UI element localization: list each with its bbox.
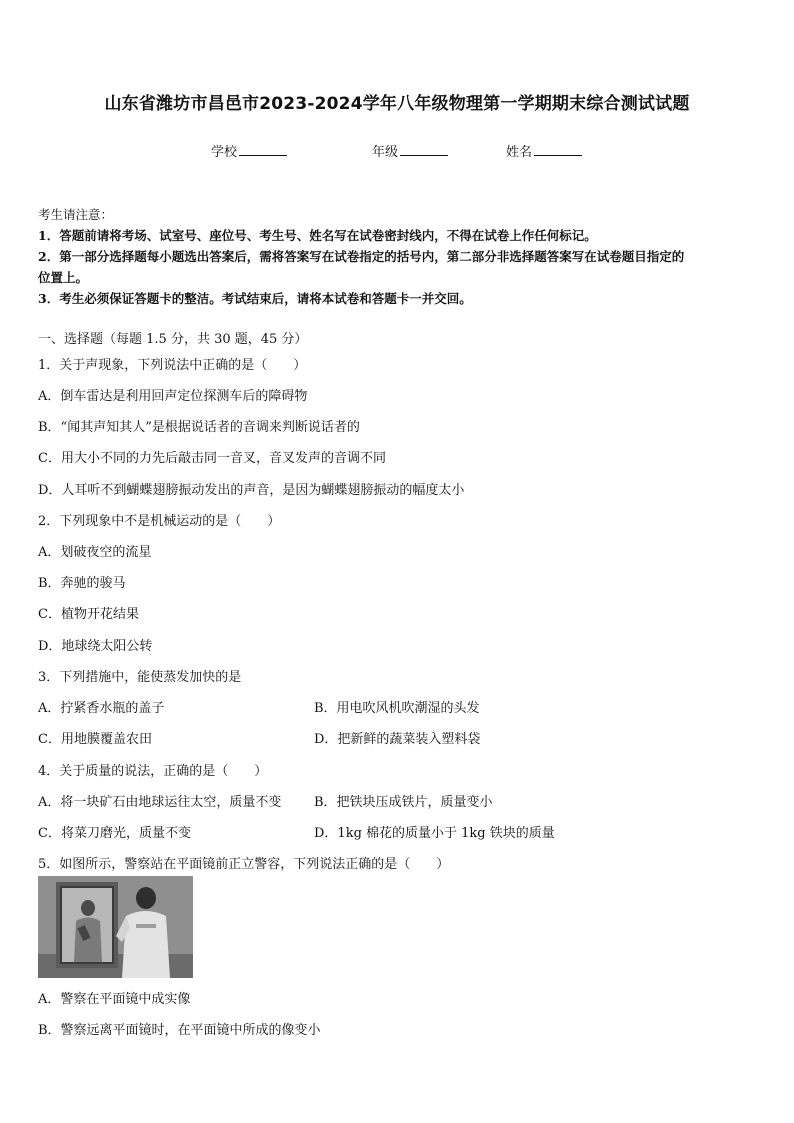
question-4-stem: 4．关于质量的说法，正确的是（ ） (38, 764, 268, 779)
q3-option-b: B．用电吹风机吹潮湿的头发 (314, 701, 480, 716)
grade-blank[interactable] (400, 143, 448, 156)
grade-field[interactable] (372, 141, 448, 160)
q2-option-d: D．地球绕太阳公转 (38, 639, 153, 654)
q3-option-d: D．把新鲜的蔬菜装入塑料袋 (314, 732, 481, 747)
name-field[interactable] (506, 141, 582, 160)
question-1-stem: 1．关于声现象，下列说法中正确的是（ ） (38, 358, 307, 373)
q1-option-a: A．倒车雷达是利用回声定位探测车后的障碍物 (38, 389, 308, 404)
q1-option-d: D．人耳听不到蝴蝶翅膀振动发出的声音，是因为蝴蝶翅膀振动的幅度太小 (38, 483, 465, 498)
q4-option-a: A．将一块矿石由地球运往太空，质量不变 (38, 795, 282, 810)
exam-title: 山东省潍坊市昌邑市2023-2024学年八年级物理第一学期期末综合测试试题 (104, 94, 690, 114)
police-mirror-illustration (38, 876, 193, 978)
q3-option-a: A．拧紧香水瓶的盖子 (38, 701, 165, 716)
notice-item-2-cont: 位置上。 (38, 270, 89, 285)
exam-notice (38, 204, 768, 309)
q4-option-c: C．将菜刀磨光，质量不变 (38, 826, 191, 841)
police-mirror-photo (38, 876, 193, 978)
name-label: 姓名 (506, 145, 533, 160)
q5-option-b: B．警察远离平面镜时，在平面镜中所成的像变小 (38, 1023, 321, 1038)
school-blank[interactable] (239, 143, 287, 156)
notice-item-1: 1．答题前请将考场、试室号、座位号、考生号、姓名写在试卷密封线内，不得在试卷上作任何标记。 (38, 228, 597, 243)
notice-item-2: 2．第一部分选择题每小题选出答案后，需将答案写在试卷指定的括号内，第二部分非选择题答案写在试卷题目指定的 (38, 249, 685, 264)
q5-option-a: A．警察在平面镜中成实像 (38, 992, 191, 1007)
q2-option-b: B．奔驰的骏马 (38, 576, 126, 591)
notice-heading: 考生请注意： (38, 207, 114, 222)
school-field[interactable] (211, 141, 287, 160)
question-2-stem: 2．下列现象中不是机械运动的是（ ） (38, 514, 281, 529)
school-label: 学校 (211, 145, 238, 160)
section-heading: 一、选择题（每题 1.5 分，共 30 题，45 分） (38, 332, 308, 347)
grade-label: 年级 (372, 145, 399, 160)
notice-item-3: 3．考生必须保证答题卡的整洁。考试结束后，请将本试卷和答题卡一并交回。 (38, 291, 472, 306)
question-5-stem: 5．如图所示，警察站在平面镜前正立警容，下列说法正确的是（ ） (38, 857, 450, 872)
q2-option-c: C．植物开花结果 (38, 607, 139, 622)
q1-option-c: C．用大小不同的力先后敲击同一音叉，音叉发声的音调不同 (38, 451, 386, 466)
q4-option-d: D．1kg 棉花的质量小于 1kg 铁块的质量 (314, 826, 555, 841)
q2-option-a: A．划破夜空的流星 (38, 545, 152, 560)
q1-option-b: B．“闻其声知其人”是根据说话者的音调来判断说话者的 (38, 420, 360, 435)
question-3-stem: 3．下列措施中，能使蒸发加快的是 (38, 670, 242, 685)
q3-option-c: C．用地膜覆盖农田 (38, 732, 152, 747)
q4-option-b: B．把铁块压成铁片，质量变小 (314, 795, 493, 810)
name-blank[interactable] (534, 143, 582, 156)
